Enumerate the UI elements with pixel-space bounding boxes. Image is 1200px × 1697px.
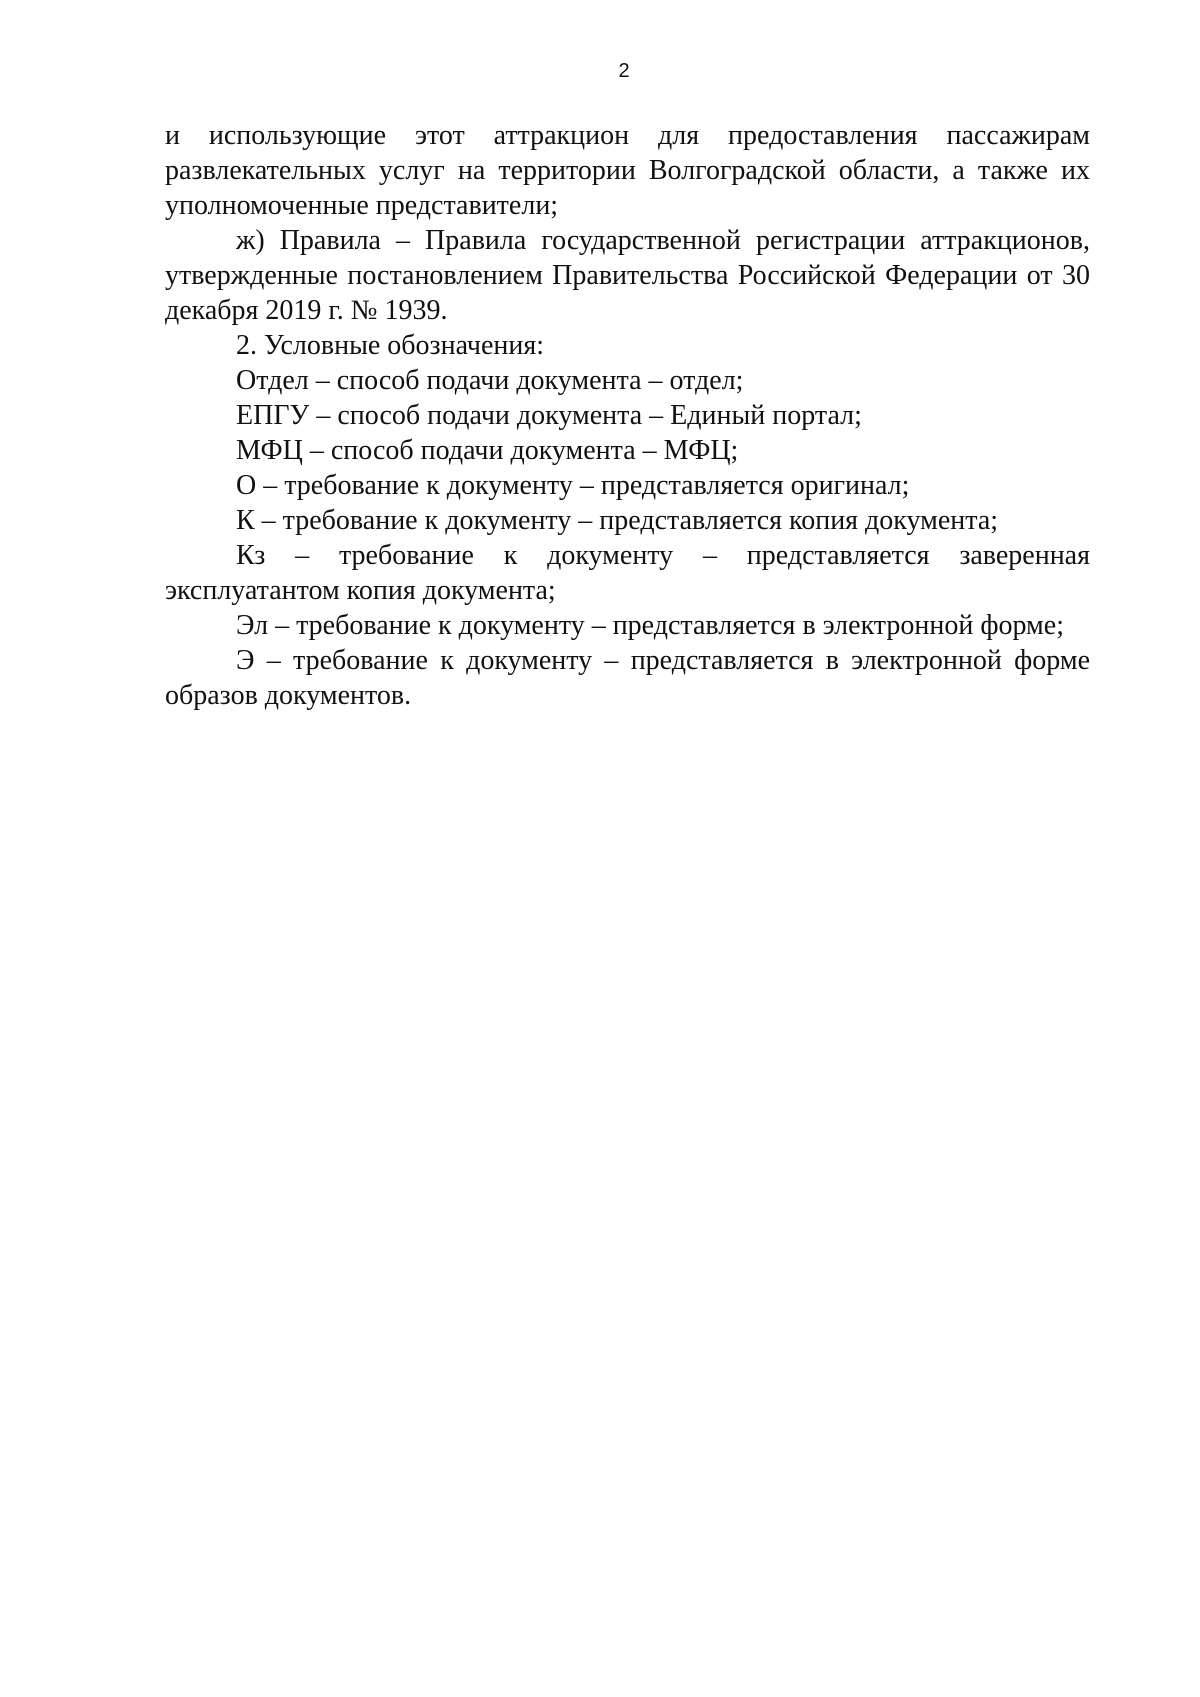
legend-item-epgu: ЕПГУ – способ подачи документа – Единый портал; xyxy=(236,400,862,431)
paragraph-definition-e-continued: и использующие этот аттракцион для предоставления пассажирам развлекательных услуг на территории Волгоградской области, а также их уполномоченные представители; xyxy=(165,120,1090,221)
legend-item-certified-copy: Кз – требование к документу – представляется заверенная эксплуатантом копия документа; xyxy=(165,540,1090,606)
legend-item-mfc: МФЦ – способ подачи документа – МФЦ; xyxy=(236,435,739,466)
legend-item-copy: К – требование к документу – представляется копия документа; xyxy=(236,505,999,536)
legend-item-electronic: Эл – требование к документу – представляется в электронной форме; xyxy=(236,610,1064,641)
legend-item-otdel: Отдел – способ подачи документа – отдел; xyxy=(236,365,744,396)
legend-item-electronic-images: Э – требование к документу – представляется в электронной форме образов документов. xyxy=(165,645,1090,711)
document-body xyxy=(165,118,1090,713)
paragraph-legend-heading: 2. Условные обозначения: xyxy=(236,330,545,361)
page-number: 2 xyxy=(618,60,630,82)
legend-item-original: О – требование к документу – представляется оригинал; xyxy=(236,470,910,501)
paragraph-definition-zh: ж) Правила – Правила государственной регистрации аттракционов, утвержденные постановлением Правительства Российской Федерации от 30 декабря 2019 г. № 1939. xyxy=(165,225,1090,326)
